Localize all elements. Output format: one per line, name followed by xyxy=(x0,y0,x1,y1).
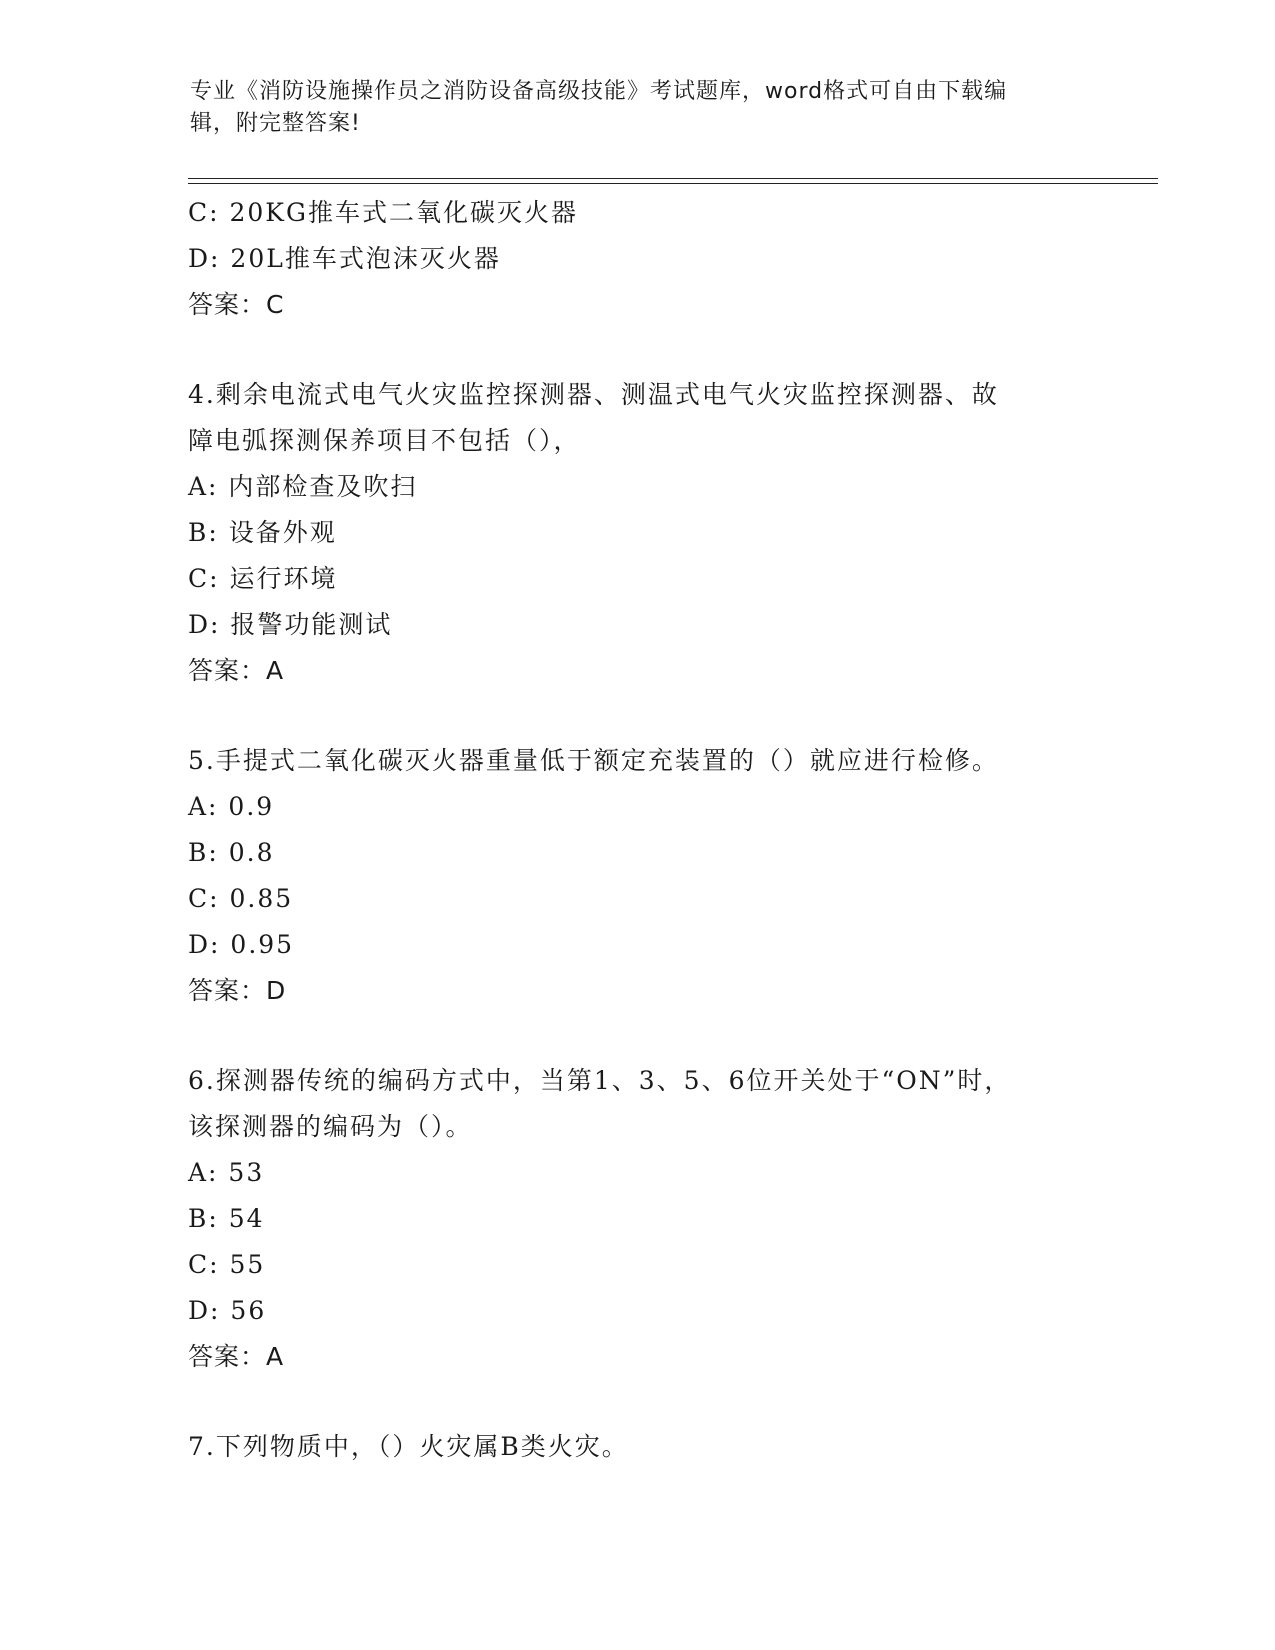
question-7 xyxy=(188,1424,1088,1470)
option-a: A: 53 xyxy=(188,1158,265,1187)
option-c: C: 20KG推车式二氧化碳灭火器 xyxy=(188,198,578,227)
answer-line: 答案：D xyxy=(188,976,287,1005)
document-header xyxy=(190,76,1070,140)
question-3-tail xyxy=(188,190,1088,328)
question-stem-line-2: 障电弧探测保养项目不包括（）， xyxy=(188,426,581,455)
header-divider-bottom xyxy=(188,183,1158,184)
spacer xyxy=(188,694,1088,738)
header-divider-top xyxy=(188,178,1158,179)
option-c: C: 55 xyxy=(188,1250,266,1279)
question-stem-line-1: 6.探测器传统的编码方式中，当第1、3、5、6位开关处于“ON”时， xyxy=(188,1066,1012,1095)
header-line-2: 辑，附完整答案! xyxy=(190,111,361,136)
option-d: D: 0.95 xyxy=(188,930,295,959)
answer-line: 答案：C xyxy=(188,290,285,319)
answer-line: 答案：A xyxy=(188,1342,285,1371)
option-d: D: 20L推车式泡沫灭火器 xyxy=(188,244,501,273)
question-stem-line-1: 5.手提式二氧化碳灭火器重量低于额定充装置的（）就应进行检修。 xyxy=(188,746,999,775)
option-c: C: 运行环境 xyxy=(188,564,338,593)
option-b: B: 0.8 xyxy=(188,838,275,867)
question-6 xyxy=(188,1058,1088,1380)
option-c: C: 0.85 xyxy=(188,884,294,913)
header-line-1: 专业《消防设施操作员之消防设备高级技能》考试题库，word格式可自由下载编 xyxy=(190,79,1008,104)
option-a: A: 内部检查及吹扫 xyxy=(188,472,418,501)
question-stem-line-2: 该探测器的编码为（）。 xyxy=(188,1112,473,1141)
option-b: B: 设备外观 xyxy=(188,518,337,547)
option-d: D: 报警功能测试 xyxy=(188,610,393,639)
option-d: D: 56 xyxy=(188,1296,267,1325)
question-5 xyxy=(188,738,1088,1014)
spacer xyxy=(188,1014,1088,1058)
question-stem-line-1: 7.下列物质中，（）火灾属B类火灾。 xyxy=(188,1432,629,1461)
option-b: B: 54 xyxy=(188,1204,265,1233)
question-stem-line-1: 4.剩余电流式电气火灾监控探测器、测温式电气火灾监控探测器、故 xyxy=(188,380,999,409)
answer-line: 答案：A xyxy=(188,656,285,685)
spacer xyxy=(188,1380,1088,1424)
question-4 xyxy=(188,372,1088,694)
option-a: A: 0.9 xyxy=(188,792,275,821)
question-list xyxy=(188,190,1088,1470)
spacer xyxy=(188,328,1088,372)
